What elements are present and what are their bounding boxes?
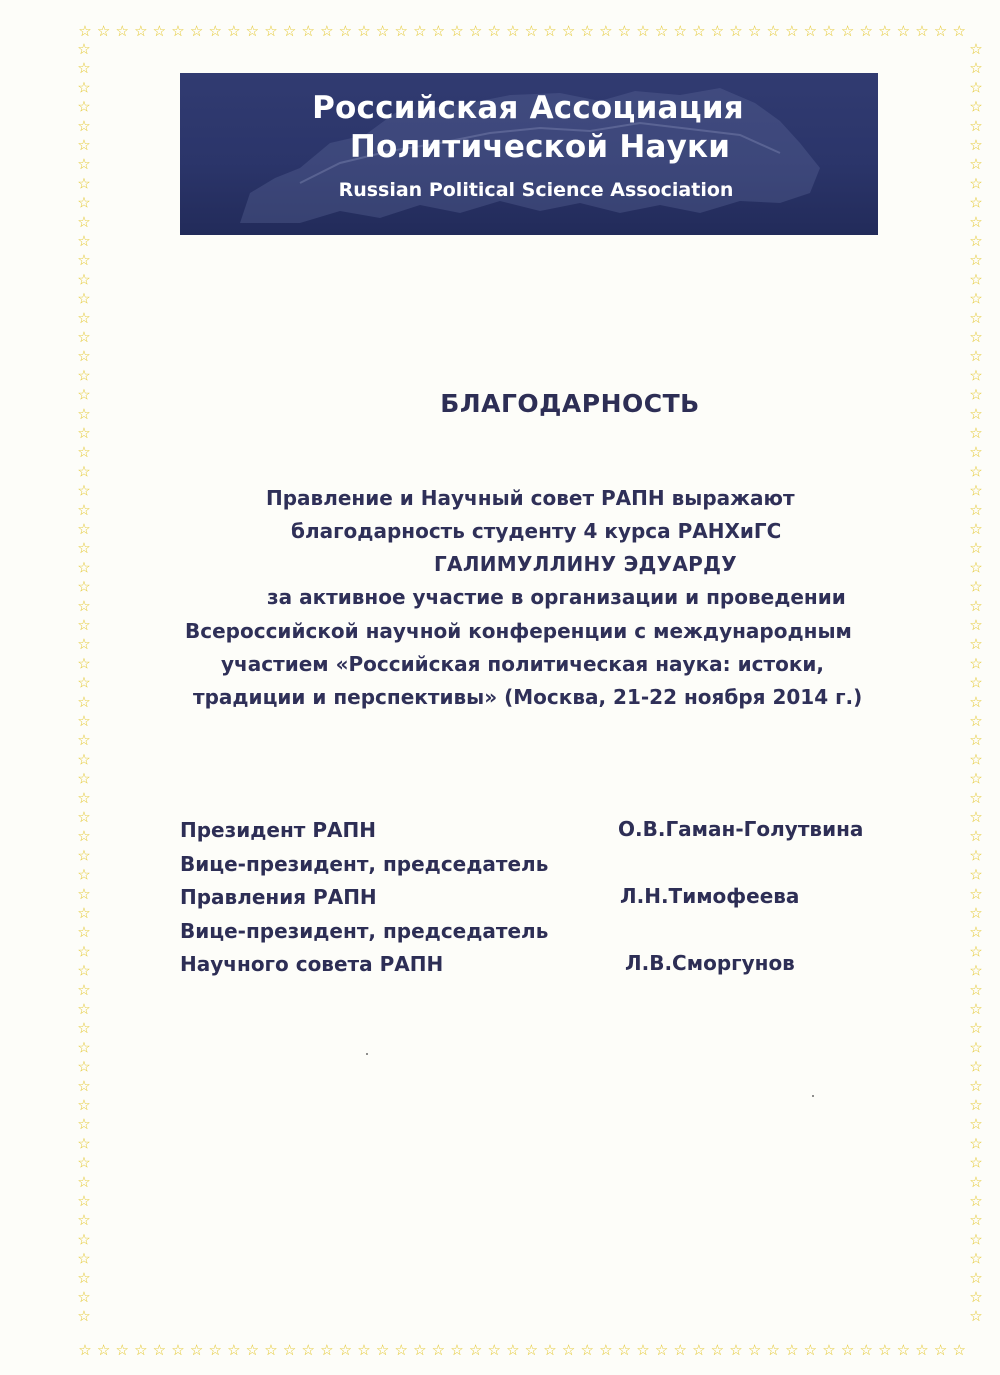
border-star-icon: ☆ (77, 1038, 91, 1057)
border-star-icon: ☆ (969, 462, 983, 481)
signatory-title: Научного совета РАПН (180, 952, 444, 976)
border-star-icon: ☆ (617, 1341, 632, 1359)
border-star-icon: ☆ (969, 1057, 983, 1076)
body-line: традиции и перспективы» (Москва, 21-22 ноября 2014 г.) (193, 685, 863, 709)
signatory-title: Вице-президент, председатель (180, 919, 549, 943)
border-star-icon: ☆ (468, 1341, 483, 1359)
border-star-icon: ☆ (77, 232, 91, 250)
border-star-icon: ☆ (969, 116, 983, 135)
border-star-icon: ☆ (77, 654, 91, 673)
border-star-icon: ☆ (969, 865, 983, 884)
border-star-icon: ☆ (77, 788, 91, 807)
border-star-icon: ☆ (747, 1341, 762, 1359)
border-star-icon: ☆ (171, 22, 185, 40)
border-star-icon: ☆ (766, 22, 780, 40)
border-star-icon: ☆ (766, 1341, 780, 1359)
border-star-icon: ☆ (969, 40, 983, 58)
border-star-icon: ☆ (77, 136, 91, 154)
border-star-icon: ☆ (506, 22, 520, 40)
border-star-icon: ☆ (969, 673, 983, 692)
border-star-icon: ☆ (561, 1341, 576, 1359)
border-star-icon: ☆ (710, 1341, 725, 1359)
border-star-icon: ☆ (77, 1000, 91, 1018)
border-star-icon: ☆ (77, 97, 91, 116)
border-star-icon: ☆ (896, 1341, 911, 1359)
border-star-icon: ☆ (77, 1192, 91, 1210)
border-star-icon: ☆ (77, 500, 91, 519)
border-star-icon: ☆ (77, 40, 91, 58)
border-star-icon: ☆ (96, 1341, 111, 1359)
border-star-icon: ☆ (803, 22, 818, 40)
border-star-icon: ☆ (969, 1038, 983, 1057)
border-star-icon: ☆ (77, 78, 91, 97)
border-star-icon: ☆ (969, 1288, 983, 1306)
border-star-icon: ☆ (969, 692, 983, 711)
border-star-icon: ☆ (654, 22, 669, 40)
border-star-icon: ☆ (115, 1341, 129, 1359)
border-star-icon: ☆ (357, 1341, 371, 1359)
border-star-icon: ☆ (969, 155, 983, 174)
border-star-icon: ☆ (969, 1096, 983, 1114)
border-star-icon: ☆ (77, 385, 91, 404)
border-star-icon: ☆ (301, 1341, 315, 1359)
border-star-icon: ☆ (357, 22, 371, 40)
border-star-icon: ☆ (933, 1341, 948, 1359)
border-star-icon: ☆ (747, 22, 762, 40)
border-star-icon: ☆ (77, 616, 91, 634)
border-star-icon: ☆ (617, 22, 632, 40)
border-star-icon: ☆ (264, 1341, 278, 1359)
border-star-icon: ☆ (969, 596, 983, 615)
border-star-icon: ☆ (320, 1341, 334, 1359)
border-star-icon: ☆ (77, 808, 91, 826)
signatory-name: Л.Н.Тимофеева (620, 884, 800, 908)
border-star-icon: ☆ (524, 1341, 539, 1359)
border-star-icon: ☆ (245, 1341, 260, 1359)
border-star-icon: ☆ (878, 1341, 892, 1359)
signatory-title: Вице-президент, председатель (180, 852, 549, 876)
border-star-icon: ☆ (599, 22, 613, 40)
border-star-icon: ☆ (969, 827, 983, 846)
scan-speck (366, 1053, 368, 1055)
border-star-icon: ☆ (468, 22, 483, 40)
border-star-icon: ☆ (785, 1341, 799, 1359)
border-star-icon: ☆ (413, 1341, 427, 1359)
border-star-icon: ☆ (969, 1249, 983, 1268)
border-star-icon: ☆ (969, 750, 983, 769)
border-star-icon: ☆ (969, 443, 983, 462)
border-star-icon: ☆ (77, 251, 91, 270)
border-star-icon: ☆ (77, 481, 91, 500)
border-star-icon: ☆ (969, 212, 983, 231)
border-star-icon: ☆ (77, 1057, 91, 1076)
border-star-icon: ☆ (77, 769, 91, 788)
border-star-icon: ☆ (115, 22, 129, 40)
border-star-icon: ☆ (77, 731, 91, 750)
border-star-icon: ☆ (969, 884, 983, 903)
border-star-icon: ☆ (152, 22, 167, 40)
border-star-icon: ☆ (969, 1115, 983, 1134)
border-star-icon: ☆ (822, 22, 836, 40)
border-star-icon: ☆ (338, 1341, 353, 1359)
border-star-icon: ☆ (413, 22, 427, 40)
border-star-icon: ☆ (561, 22, 576, 40)
border-star-icon: ☆ (969, 1076, 983, 1095)
border-star-icon: ☆ (952, 1341, 966, 1359)
border-star-icon: ☆ (77, 846, 91, 865)
border-star-icon: ☆ (77, 1096, 91, 1114)
border-star-icon: ☆ (375, 22, 390, 40)
border-star-icon: ☆ (77, 404, 91, 423)
border-star-icon: ☆ (394, 22, 408, 40)
border-star-icon: ☆ (969, 366, 983, 385)
border-star-icon: ☆ (77, 1019, 91, 1038)
border-star-icon: ☆ (969, 328, 983, 346)
border-star-icon: ☆ (78, 22, 92, 40)
border-star-icon: ☆ (969, 539, 983, 558)
border-star-icon: ☆ (77, 1249, 91, 1268)
border-star-icon: ☆ (487, 1341, 501, 1359)
border-star-icon: ☆ (77, 827, 91, 846)
border-star-icon: ☆ (77, 520, 91, 538)
border-star-icon: ☆ (524, 22, 539, 40)
border-star-icon: ☆ (227, 22, 241, 40)
border-star-icon: ☆ (933, 22, 948, 40)
border-star-icon: ☆ (580, 22, 594, 40)
border-star-icon: ☆ (969, 961, 983, 980)
border-star-icon: ☆ (77, 328, 91, 346)
border-star-icon: ☆ (969, 232, 983, 250)
banner-title-line1: Российская Ассоциация (312, 90, 744, 126)
signatory-name: Л.В.Сморгунов (625, 951, 795, 975)
border-star-icon: ☆ (77, 462, 91, 481)
border-star-icon: ☆ (969, 980, 983, 999)
border-star-icon: ☆ (896, 22, 911, 40)
border-star-icon: ☆ (77, 1230, 91, 1249)
border-star-icon: ☆ (208, 1341, 222, 1359)
border-star-icon: ☆ (969, 78, 983, 97)
border-star-icon: ☆ (77, 539, 91, 558)
border-star-icon: ☆ (969, 1268, 983, 1287)
border-star-icon: ☆ (969, 654, 983, 673)
banner-subtitle: Russian Political Science Association (338, 179, 734, 201)
border-star-icon: ☆ (969, 769, 983, 788)
border-star-icon: ☆ (543, 22, 557, 40)
border-star-icon: ☆ (969, 308, 983, 327)
border-star-icon: ☆ (77, 577, 91, 596)
border-star-icon: ☆ (134, 1341, 148, 1359)
border-star-icon: ☆ (77, 884, 91, 903)
border-star-icon: ☆ (878, 22, 892, 40)
border-star-icon: ☆ (77, 174, 91, 193)
border-star-icon: ☆ (969, 520, 983, 538)
border-star-icon: ☆ (96, 22, 111, 40)
border-star-icon: ☆ (969, 97, 983, 116)
body-line: участием «Российская политическая наука: истоки, (221, 652, 825, 676)
border-star-icon: ☆ (77, 366, 91, 385)
border-star-icon: ☆ (77, 1307, 91, 1326)
border-star-icon: ☆ (77, 308, 91, 327)
border-star-icon: ☆ (969, 1000, 983, 1018)
border-star-icon: ☆ (77, 289, 91, 308)
signatory-name: О.В.Гаман-Голутвина (618, 817, 864, 841)
border-star-icon: ☆ (77, 596, 91, 615)
border-star-icon: ☆ (152, 1341, 167, 1359)
border-star-icon: ☆ (969, 558, 983, 577)
border-star-icon: ☆ (969, 1307, 983, 1326)
border-star-icon: ☆ (969, 481, 983, 500)
border-star-icon: ☆ (580, 1341, 594, 1359)
border-star-icon: ☆ (969, 347, 983, 366)
border-star-icon: ☆ (729, 22, 743, 40)
border-star-icon: ☆ (822, 1341, 836, 1359)
border-star-icon: ☆ (77, 712, 91, 730)
border-star-icon: ☆ (543, 1341, 557, 1359)
border-star-icon: ☆ (77, 904, 91, 922)
border-star-icon: ☆ (969, 1192, 983, 1210)
border-star-icon: ☆ (77, 270, 91, 289)
border-star-icon: ☆ (77, 443, 91, 462)
border-star-icon: ☆ (77, 1268, 91, 1287)
border-star-icon: ☆ (77, 635, 91, 654)
border-star-icon: ☆ (969, 712, 983, 730)
border-star-icon: ☆ (636, 22, 650, 40)
border-star-icon: ☆ (77, 116, 91, 135)
border-star-icon: ☆ (77, 1134, 91, 1153)
border-star-icon: ☆ (969, 500, 983, 519)
border-star-icon: ☆ (969, 577, 983, 596)
border-star-icon: ☆ (969, 1134, 983, 1153)
border-star-icon: ☆ (77, 942, 91, 961)
border-star-icon: ☆ (969, 1019, 983, 1038)
border-star-icon: ☆ (77, 1211, 91, 1230)
border-star-icon: ☆ (77, 961, 91, 980)
body-line: Всероссийской научной конференции с международным (185, 619, 852, 643)
border-star-icon: ☆ (77, 673, 91, 692)
border-star-icon: ☆ (171, 1341, 185, 1359)
border-star-icon: ☆ (969, 174, 983, 193)
border-star-icon: ☆ (840, 1341, 855, 1359)
border-star-icon: ☆ (969, 289, 983, 308)
border-star-icon: ☆ (692, 1341, 706, 1359)
border-star-icon: ☆ (969, 59, 983, 78)
border-star-icon: ☆ (77, 347, 91, 366)
border-star-icon: ☆ (969, 846, 983, 865)
border-star-icon: ☆ (77, 59, 91, 78)
border-star-icon: ☆ (969, 1230, 983, 1249)
border-star-icon: ☆ (969, 1153, 983, 1172)
recipient-name: ГАЛИМУЛЛИНУ ЭДУАРДУ (434, 552, 737, 576)
border-star-icon: ☆ (969, 270, 983, 289)
border-star-icon: ☆ (969, 424, 983, 442)
scan-speck (812, 1095, 814, 1097)
border-star-icon: ☆ (320, 22, 334, 40)
border-star-icon: ☆ (77, 1288, 91, 1306)
body-line: за активное участие в организации и проведении (267, 585, 846, 609)
border-star-icon: ☆ (77, 923, 91, 942)
border-star-icon: ☆ (450, 22, 464, 40)
border-star-icon: ☆ (77, 1172, 91, 1191)
border-star-icon: ☆ (77, 155, 91, 174)
banner-title-line2: Политической Науки (349, 129, 731, 165)
border-star-icon: ☆ (840, 22, 855, 40)
border-star-icon: ☆ (77, 212, 91, 231)
border-star-icon: ☆ (969, 616, 983, 634)
border-star-icon: ☆ (77, 1076, 91, 1095)
border-star-icon: ☆ (969, 904, 983, 922)
border-star-icon: ☆ (859, 1341, 873, 1359)
border-star-icon: ☆ (952, 22, 966, 40)
border-star-icon: ☆ (77, 1153, 91, 1172)
border-star-icon: ☆ (969, 923, 983, 942)
border-star-icon: ☆ (264, 22, 278, 40)
border-star-icon: ☆ (134, 22, 148, 40)
border-star-icon: ☆ (692, 22, 706, 40)
border-star-icon: ☆ (969, 251, 983, 270)
border-star-icon: ☆ (227, 1341, 241, 1359)
border-star-icon: ☆ (969, 385, 983, 404)
border-star-icon: ☆ (189, 1341, 204, 1359)
signatory-title: Правления РАПН (180, 885, 377, 909)
border-star-icon: ☆ (506, 1341, 520, 1359)
border-star-icon: ☆ (969, 635, 983, 654)
border-star-icon: ☆ (710, 22, 725, 40)
border-star-icon: ☆ (431, 1341, 446, 1359)
border-star-icon: ☆ (189, 22, 204, 40)
border-star-icon: ☆ (673, 22, 687, 40)
border-star-icon: ☆ (969, 1211, 983, 1230)
border-star-icon: ☆ (969, 788, 983, 807)
border-star-icon: ☆ (803, 1341, 818, 1359)
border-star-icon: ☆ (77, 193, 91, 212)
border-star-icon: ☆ (915, 22, 929, 40)
border-star-icon: ☆ (208, 22, 222, 40)
border-star-icon: ☆ (338, 22, 353, 40)
border-star-icon: ☆ (636, 1341, 650, 1359)
border-star-icon: ☆ (450, 1341, 464, 1359)
signatory-title: Президент РАПН (180, 818, 376, 842)
border-star-icon: ☆ (969, 1172, 983, 1191)
border-star-icon: ☆ (969, 136, 983, 154)
border-star-icon: ☆ (394, 1341, 408, 1359)
border-star-icon: ☆ (245, 22, 260, 40)
border-star-icon: ☆ (77, 1115, 91, 1134)
border-star-icon: ☆ (969, 193, 983, 212)
border-star-icon: ☆ (969, 808, 983, 826)
border-star-icon: ☆ (785, 22, 799, 40)
border-star-icon: ☆ (77, 424, 91, 442)
document-title: БЛАГОДАРНОСТЬ (440, 389, 700, 418)
border-star-icon: ☆ (654, 1341, 669, 1359)
border-star-icon: ☆ (599, 1341, 613, 1359)
border-star-icon: ☆ (969, 942, 983, 961)
border-star-icon: ☆ (673, 1341, 687, 1359)
border-star-icon: ☆ (487, 22, 501, 40)
border-star-icon: ☆ (77, 558, 91, 577)
border-star-icon: ☆ (431, 22, 446, 40)
border-star-icon: ☆ (729, 1341, 743, 1359)
body-line: благодарность студенту 4 курса РАНХиГС (291, 519, 782, 543)
border-star-icon: ☆ (77, 980, 91, 999)
body-line: Правление и Научный совет РАПН выражают (266, 486, 795, 510)
border-star-icon: ☆ (969, 731, 983, 750)
border-star-icon: ☆ (969, 404, 983, 423)
border-star-icon: ☆ (915, 1341, 929, 1359)
border-star-icon: ☆ (78, 1341, 92, 1359)
border-star-icon: ☆ (282, 22, 297, 40)
association-banner (180, 73, 878, 235)
border-star-icon: ☆ (282, 1341, 297, 1359)
border-star-icon: ☆ (77, 750, 91, 769)
border-star-icon: ☆ (375, 1341, 390, 1359)
border-star-icon: ☆ (301, 22, 315, 40)
border-star-icon: ☆ (77, 865, 91, 884)
border-star-icon: ☆ (77, 692, 91, 711)
border-star-icon: ☆ (859, 22, 873, 40)
